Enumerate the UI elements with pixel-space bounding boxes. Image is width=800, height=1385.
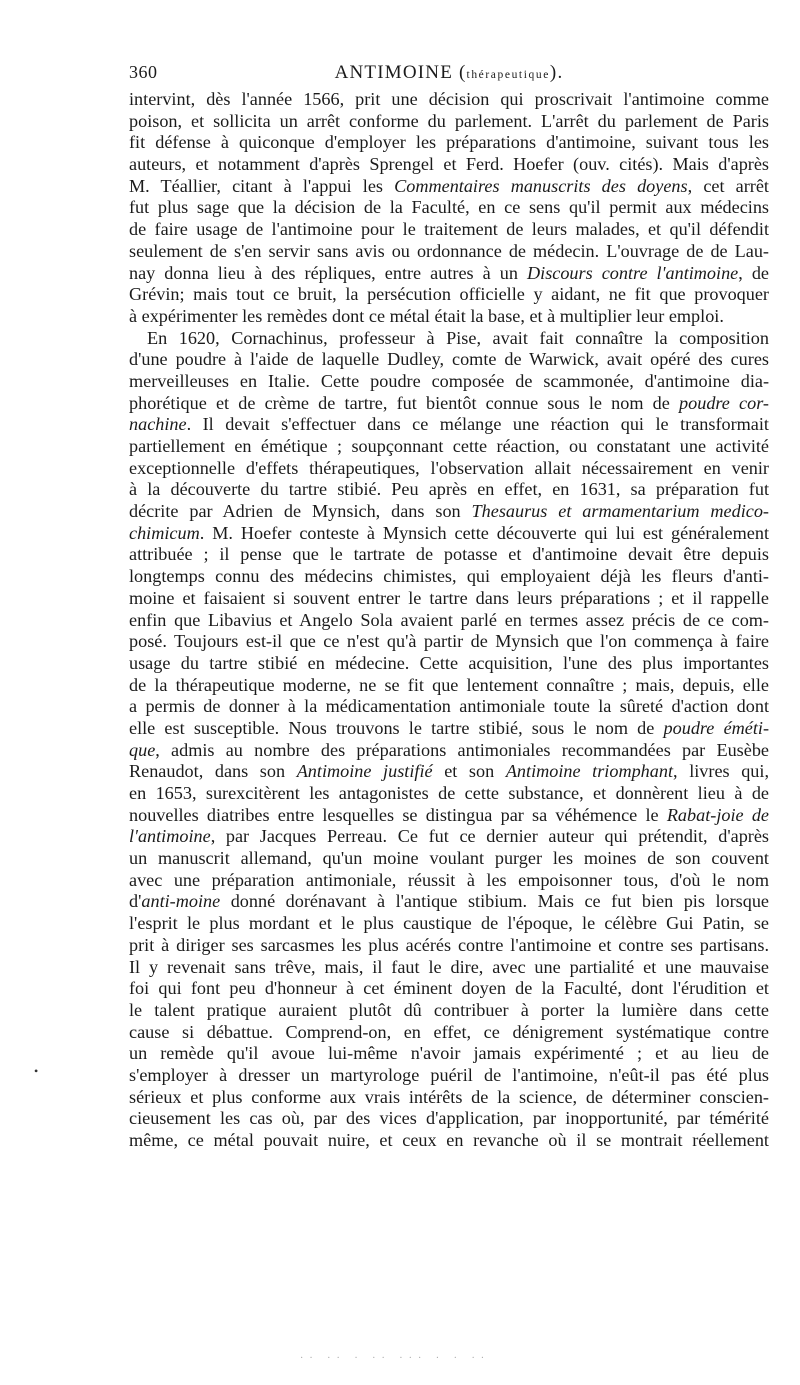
text-segment: prit à diriger ses sarcasmes les plus acérés contre l'antimoine et contre ses partisans. — [129, 934, 769, 955]
text-line — [129, 89, 769, 111]
text-line — [129, 1065, 769, 1087]
italic-segment: Commentaires manuscrits des doyens — [394, 175, 688, 196]
text-segment: En 1620, Cornachinus, professeur à Pise, avait fait connaître la composition — [147, 327, 769, 348]
text-line — [129, 111, 769, 133]
text-segment: . Il devait s'effectuer dans ce mélange une réaction qui le transformait — [186, 414, 769, 435]
italic-segment: Antimoine justifié — [296, 761, 433, 782]
text-segment: merveilleuses en Italie. Cette poudre composée de scammonée, d'antimoine dia- — [129, 370, 769, 391]
text-line — [129, 1022, 769, 1044]
text-segment: d' — [129, 891, 142, 912]
text-segment: , admis au nombre des préparations antimoniales recommandées par Eusèbe — [155, 739, 769, 760]
text-segment: à expérimenter les remèdes dont ce métal était la base, et à multiplier leur emploi. — [129, 305, 724, 326]
text-segment: moine et faisaient si souvent entrer le tartre dans leurs préparations ; et il rappelle — [129, 587, 769, 608]
italic-segment: anti-moine — [141, 891, 221, 912]
text-segment: Grévin; mais tout ce bruit, la persécution officielle y aidant, ne fit que provoquer — [129, 284, 769, 305]
footer-print-noise: ·· ·· · ·· ··· · · ·· — [300, 1353, 491, 1364]
text-line — [129, 501, 769, 523]
text-line — [129, 935, 769, 957]
italic-segment: que — [129, 739, 156, 760]
text-line — [129, 783, 769, 805]
text-segment: de faire usage de l'antimoine pour le traitement de leurs malades, et qu'il défendit — [129, 219, 769, 240]
stray-ink-mark: • — [34, 1064, 39, 1078]
text-segment: à la découverte du tartre stibié. Peu après en effet, en 1631, sa préparation fut — [129, 479, 769, 500]
italic-segment: Thesaurus et armamentarium medico- — [471, 501, 769, 522]
text-line — [129, 1043, 769, 1065]
text-line — [129, 544, 769, 566]
text-segment: poison, et sollicita un arrêt conforme du parlement. L'arrêt du parlement de Paris — [129, 110, 769, 131]
text-segment: de la thérapeutique moderne, ne se fit que lentement connaître ; mais, depuis, elle — [129, 674, 769, 695]
text-line — [129, 219, 769, 241]
text-segment: partiellement en émétique ; soupçonnant cette réaction, ou constatant une activité — [129, 436, 769, 456]
text-segment: Renaudot, dans son — [129, 761, 297, 782]
text-line — [129, 740, 769, 762]
text-segment: phorétique et de crème de tartre, fut bientôt connue sous le nom de — [129, 392, 680, 413]
body-text — [129, 89, 769, 1152]
italic-segment: Antimoine triomphant — [505, 761, 674, 782]
text-segment: exceptionnelle d'effets thérapeutiques, l'observation allait nécessairement en venir — [129, 457, 769, 478]
text-segment: cieusement les cas où, par des vices d'application, par inopportunité, par témérité — [129, 1108, 769, 1129]
text-line — [129, 1087, 769, 1109]
italic-segment: poudre éméti- — [663, 717, 770, 738]
text-line — [129, 306, 769, 328]
text-line — [129, 610, 769, 632]
text-line — [129, 176, 769, 198]
italic-segment: Discours contre l'antimoine — [527, 262, 739, 283]
running-title-open: ( — [453, 62, 467, 83]
text-segment: s'employer à dresser un martyrologe puéril de l'antimoine, n'eût-il pas été plus — [129, 1064, 769, 1085]
text-line — [129, 479, 769, 501]
text-line — [129, 1000, 769, 1022]
italic-segment: chimicum — [129, 522, 200, 543]
text-line — [129, 523, 769, 545]
text-line — [129, 458, 769, 480]
text-segment: sérieux et plus conforme aux vrais intérêts de la science, de déterminer conscien- — [129, 1086, 769, 1107]
text-segment: donné dorénavant à l'antique stibium. Mais ce fut bien pis lorsque — [220, 891, 769, 912]
text-segment: , cet arrêt — [687, 175, 769, 196]
text-segment: foi qui font peu d'honneur à cet éminent doyen de la Faculté, dont l'érudition et — [129, 978, 769, 999]
text-segment: un manuscrit allemand, qu'un moine voulant purger les moines de son couvent — [129, 848, 769, 869]
text-segment: même, ce métal pouvait nuire, et ceux en revanche où il se montrait réellement — [129, 1130, 769, 1150]
text-line — [129, 349, 769, 371]
text-segment: intervint, dès l'année 1566, prit une décision qui proscrivait l'antimoine comme — [129, 89, 769, 109]
page-number: 360 — [129, 62, 158, 82]
text-segment: , de — [738, 262, 770, 283]
text-line — [129, 588, 769, 610]
text-segment: cause si débattue. Comprend-on, en effet, ce dénigrement systématique contre — [129, 1021, 769, 1042]
text-line — [129, 436, 769, 458]
italic-segment: l'antimoine — [129, 826, 211, 847]
text-line — [129, 284, 769, 306]
text-segment: . M. Hoefer conteste à Mynsich cette découverte qui lui est généralement — [199, 522, 769, 543]
text-line — [129, 913, 769, 935]
text-segment: usage du tartre stibié en médecine. Cette acquisition, l'une des plus importantes — [129, 652, 769, 673]
text-segment: d'une poudre à l'aide de laquelle Dudley, comte de Warwick, avait opéré des cures — [129, 349, 769, 370]
text-segment: longtemps connu des médecins chimistes, qui employaient déjà les fleurs d'anti- — [129, 566, 769, 587]
running-title — [129, 62, 769, 84]
text-segment: le talent pratique auraient plutôt dû contribuer à porter la lumière dans cette — [129, 999, 769, 1020]
text-line — [129, 371, 769, 393]
text-line — [129, 978, 769, 1000]
text-segment: attribuée ; il pense que le tartrate de potasse et d'antimoine devait être depuis — [129, 544, 769, 565]
text-line — [129, 1108, 769, 1130]
text-line — [129, 826, 769, 848]
text-line — [129, 241, 769, 263]
running-title-main: ANTIMOINE — [334, 62, 454, 83]
text-line — [129, 761, 769, 783]
text-segment: Il y revenait sans trêve, mais, il faut le dire, avec une partialité et une mauvaise — [129, 956, 769, 977]
text-line — [129, 653, 769, 675]
text-segment: l'esprit le plus mordant et le plus caustique de l'époque, le célèbre Gui Patin, se — [129, 913, 769, 934]
text-segment: et son — [432, 761, 506, 782]
text-line — [129, 132, 769, 154]
text-line — [129, 631, 769, 653]
text-segment: en 1653, surexcitèrent les antagonistes de cette substance, et donnèrent lieu à de — [129, 783, 769, 803]
text-line — [129, 566, 769, 588]
text-segment: , livres qui, — [673, 761, 769, 782]
text-segment: nay donna lieu à des répliques, entre autres à un — [129, 262, 527, 283]
text-segment: nouvelles diatribes entre lesquelles se distingua par sa véhémence le — [129, 804, 667, 825]
text-line — [129, 414, 769, 436]
text-line — [129, 154, 769, 176]
text-line — [129, 805, 769, 827]
text-line — [129, 870, 769, 892]
text-segment: auteurs, et notamment d'après Sprengel et Ferd. Hoefer (ouv. cités). Mais d'après — [129, 154, 769, 175]
text-segment: elle est susceptible. Nous trouvons le tartre stibié, sous le nom de — [129, 717, 664, 738]
italic-segment: Rabat-joie de — [666, 804, 769, 825]
text-segment: enfin que Libavius et Angelo Sola avaient parlé en termes assez précis de ce com- — [129, 609, 769, 630]
text-line — [129, 675, 769, 697]
italic-segment: nachine — [129, 414, 187, 435]
text-segment: fit défense à quiconque d'employer les préparations d'antimoine, suivant tous les — [129, 132, 769, 153]
text-segment: seulement de s'en servir sans avis ou ordonnance de médecin. L'ouvrage de de Lau- — [129, 240, 769, 261]
text-line — [129, 328, 769, 350]
text-segment: décrite par Adrien de Mynsich, dans son — [129, 501, 472, 522]
text-line — [129, 1130, 769, 1152]
text-segment: fut plus sage que la décision de la Faculté, en ce sens qu'il permit aux médecins — [129, 197, 769, 218]
text-line — [129, 393, 769, 415]
text-segment: M. Téallier, citant à l'appui les — [129, 175, 395, 196]
text-segment: , par Jacques Perreau. Ce fut ce dernier auteur qui prétendit, d'après — [210, 826, 769, 847]
text-line — [129, 718, 769, 740]
text-line — [129, 891, 769, 913]
text-line — [129, 957, 769, 979]
running-title-close: ). — [549, 62, 564, 83]
text-segment: posé. Toujours est-il que ce n'est qu'à partir de Mynsich que l'on commença à faire — [129, 631, 769, 652]
text-line — [129, 848, 769, 870]
text-segment: un remède qu'il avoue lui-même n'avoir jamais expérimenté ; et au lieu de — [129, 1043, 769, 1064]
italic-segment: poudre cor- — [679, 392, 769, 413]
text-line — [129, 197, 769, 219]
running-title-sub: thérapeutique — [466, 69, 550, 81]
running-head — [129, 62, 769, 88]
text-line — [129, 696, 769, 718]
text-segment: a permis de donner à la médicamentation antimoniale toute la sûreté d'action dont — [129, 696, 769, 717]
text-segment: avec une préparation antimoniale, réussit à les empoisonner tous, d'où le nom — [129, 869, 769, 890]
text-line — [129, 263, 769, 285]
